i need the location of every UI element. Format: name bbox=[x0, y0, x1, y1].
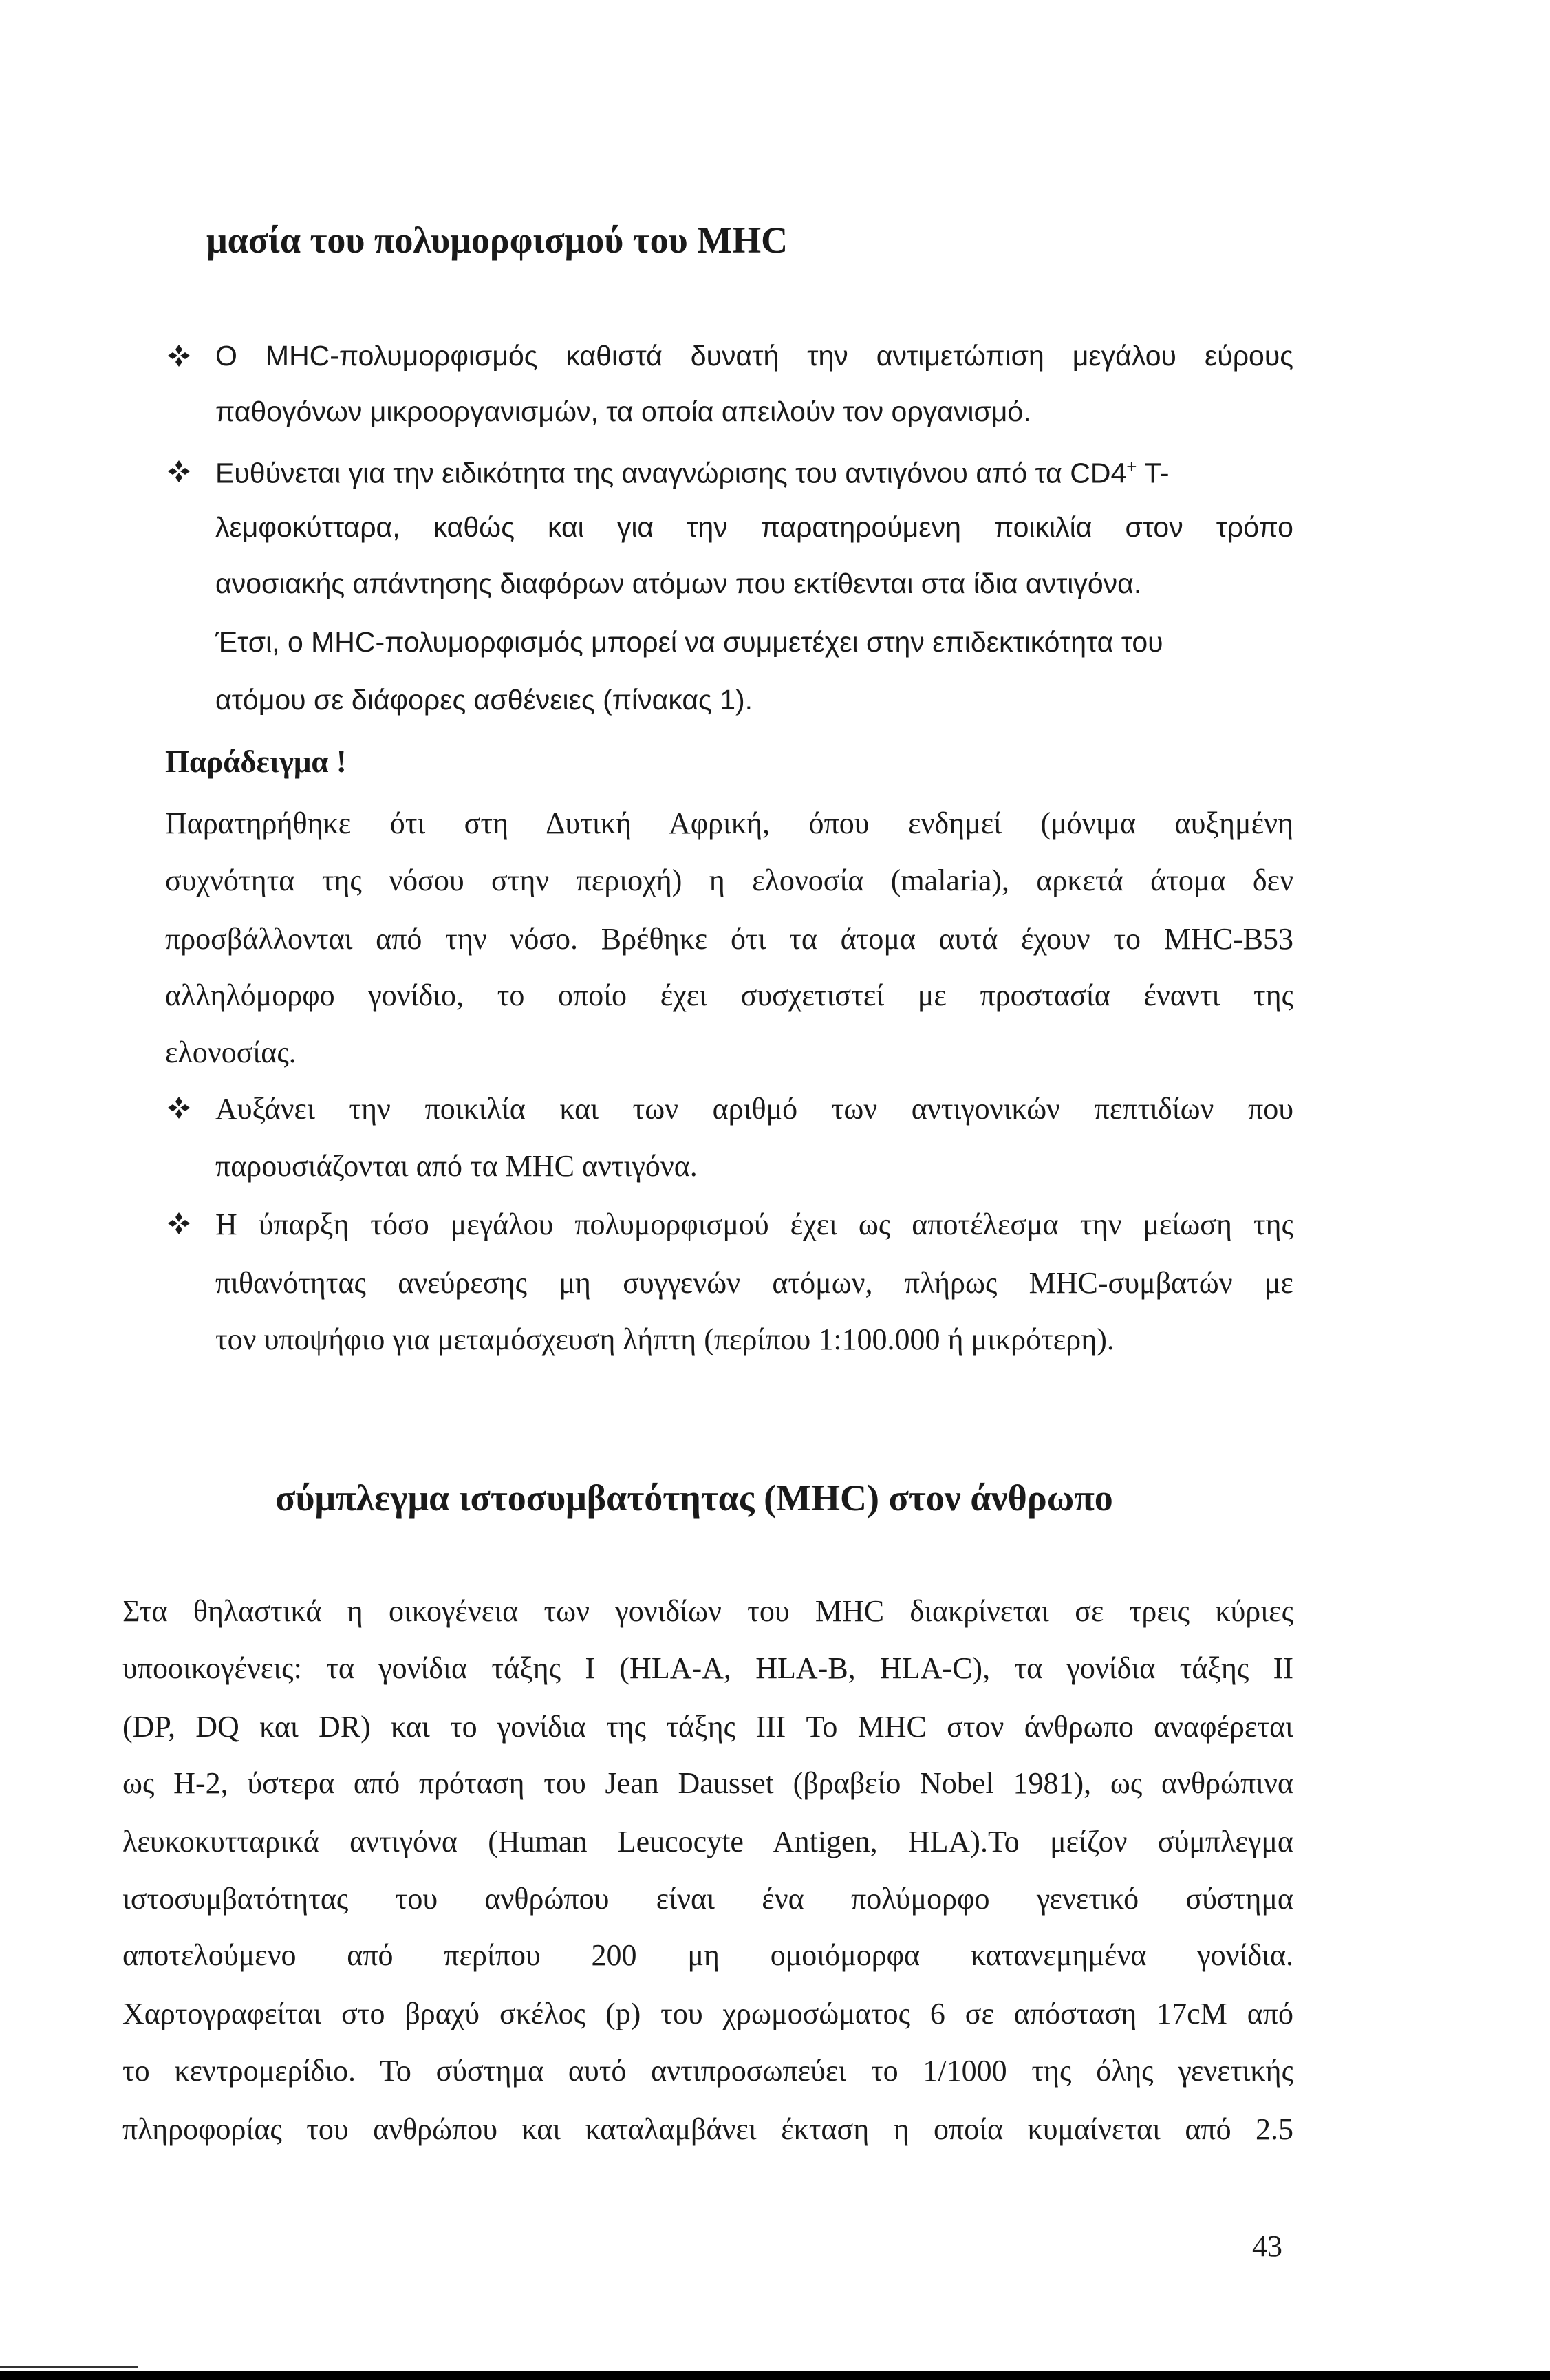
body-line: αποτελούμενο από περίπου 200 μη ομοιόμορφα κατανεμημένα γονίδια. bbox=[122, 1938, 1293, 1972]
example-line: Παρατηρήθηκε ότι στη Δυτική Αφρική, όπου ενδημεί (μόνιμα αυξημένη bbox=[165, 806, 1293, 840]
diamond-bullet-icon bbox=[165, 1094, 193, 1122]
example-line: προσβάλλονται από την νόσο. Βρέθηκε ότι τα άτομα αυτά έχουν το MHC-B53 bbox=[165, 922, 1293, 956]
bullet1-line: Ο MHC-πολυμορφισμός καθιστά δυνατή την αντιμετώπιση μεγάλου εύρους bbox=[215, 340, 1293, 372]
body-line: πληροφορίας του ανθρώπου και καταλαμβάνει έκταση η οποία κυμαίνεται από 2.5 bbox=[122, 2112, 1293, 2146]
diamond-bullet-icon bbox=[165, 458, 193, 485]
bullet4-line: πιθανότητας ανεύρεσης μη συγγενών ατόμων, πλήρως MHC-συμβατών με bbox=[215, 1266, 1293, 1300]
example-line: αλληλόμορφο γονίδιο, το οποίο έχει συσχετιστεί με προστασία έναντι της bbox=[165, 978, 1293, 1012]
body-line: ιστοσυμβατότητας του ανθρώπου είναι ένα πολύμορφο γενετικό σύστημα bbox=[122, 1882, 1293, 1916]
body-line: (DP, DQ και DR) και το γονίδια της τάξης III Το MHC στον άνθρωπο αναφέρεται bbox=[122, 1710, 1293, 1744]
section-heading-mhc-human: σύμπλεγμα ιστοσυμβατότητας (MHC) στον άνθρωπο bbox=[275, 1477, 1113, 1519]
bullet4-line: Η ύπαρξη τόσο μεγάλου πολυμορφισμού έχει ως αποτέλεσμα την μείωση της bbox=[215, 1208, 1293, 1241]
bullet3-line: παρουσιάζονται από τα MHC αντιγόνα. bbox=[215, 1149, 698, 1183]
bullet4-line: τον υποψήφιο για μεταμόσχευση λήπτη (περίπου 1:100.000 ή μικρότερη). bbox=[215, 1322, 1115, 1356]
section-heading-mhc-polymorphism: μασία του πολυμορφισμού του MHC bbox=[206, 219, 788, 261]
bullet2-line: ανοσιακής απάντησης διαφόρων ατόμων που εκτίθενται στα ίδια αντιγόνα. bbox=[215, 568, 1142, 599]
body-line: Χαρτογραφείται στο βραχύ σκέλος (p) του χρωμοσώματος 6 σε απόσταση 17cM από bbox=[122, 1997, 1293, 2030]
diamond-bullet-icon bbox=[165, 1210, 193, 1237]
body-line: λευκοκυτταρικά αντιγόνα (Human Leucocyte Antigen, HLA).Το μείζον σύμπλεγμα bbox=[122, 1825, 1293, 1858]
bullet1-line: παθογόνων μικροοργανισμών, τα οποία απειλούν τον οργανισμό. bbox=[215, 396, 1031, 427]
body-line: ως H-2, ύστερα από πρόταση του Jean Dausset (βραβείο Nobel 1981), ως ανθρώπινα bbox=[122, 1766, 1293, 1800]
bullet2-line: ατόμου σε διάφορες ασθένειες (πίνακας 1). bbox=[215, 684, 753, 716]
example-label: Παράδειγμα ! bbox=[165, 744, 347, 779]
example-line: συχνότητα της νόσου στην περιοχή) η ελονοσία (malaria), αρκετά άτομα δεν bbox=[165, 864, 1293, 897]
page-number: 43 bbox=[1252, 2229, 1282, 2263]
body-line: υποοικογένεις: τα γονίδια τάξης I (HLA-A, HLA-B, HLA-C), τα γονίδια τάξης II bbox=[122, 1651, 1293, 1685]
example-line: ελονοσίας. bbox=[165, 1036, 297, 1069]
bullet3-line: Αυξάνει την ποικιλία και των αριθμό των αντιγονικών πεπτιδίων που bbox=[215, 1092, 1293, 1126]
footer-rule bbox=[0, 2366, 138, 2368]
bullet2-line: Ευθύνεται για την ειδικότητα της αναγνώρισης του αντιγόνου από τα CD4+ T- bbox=[215, 456, 1170, 489]
bullet2-line: Έτσι, ο MHC-πολυμορφισμός μπορεί να συμμετέχει στην επιδεκτικότητα του bbox=[215, 626, 1163, 658]
body-line: το κεντρομερίδιο. Το σύστημα αυτό αντιπροσωπεύει το 1/1000 της όλης γενετικής bbox=[122, 2054, 1293, 2088]
body-line: Στα θηλαστικά η οικογένεια των γονιδίων του MHC διακρίνεται σε τρεις κύριες bbox=[122, 1594, 1293, 1628]
diamond-bullet-icon bbox=[165, 342, 193, 369]
bullet2-line: λεμφοκύτταρα, καθώς και για την παρατηρούμενη ποικιλία στον τρόπο bbox=[215, 511, 1293, 543]
